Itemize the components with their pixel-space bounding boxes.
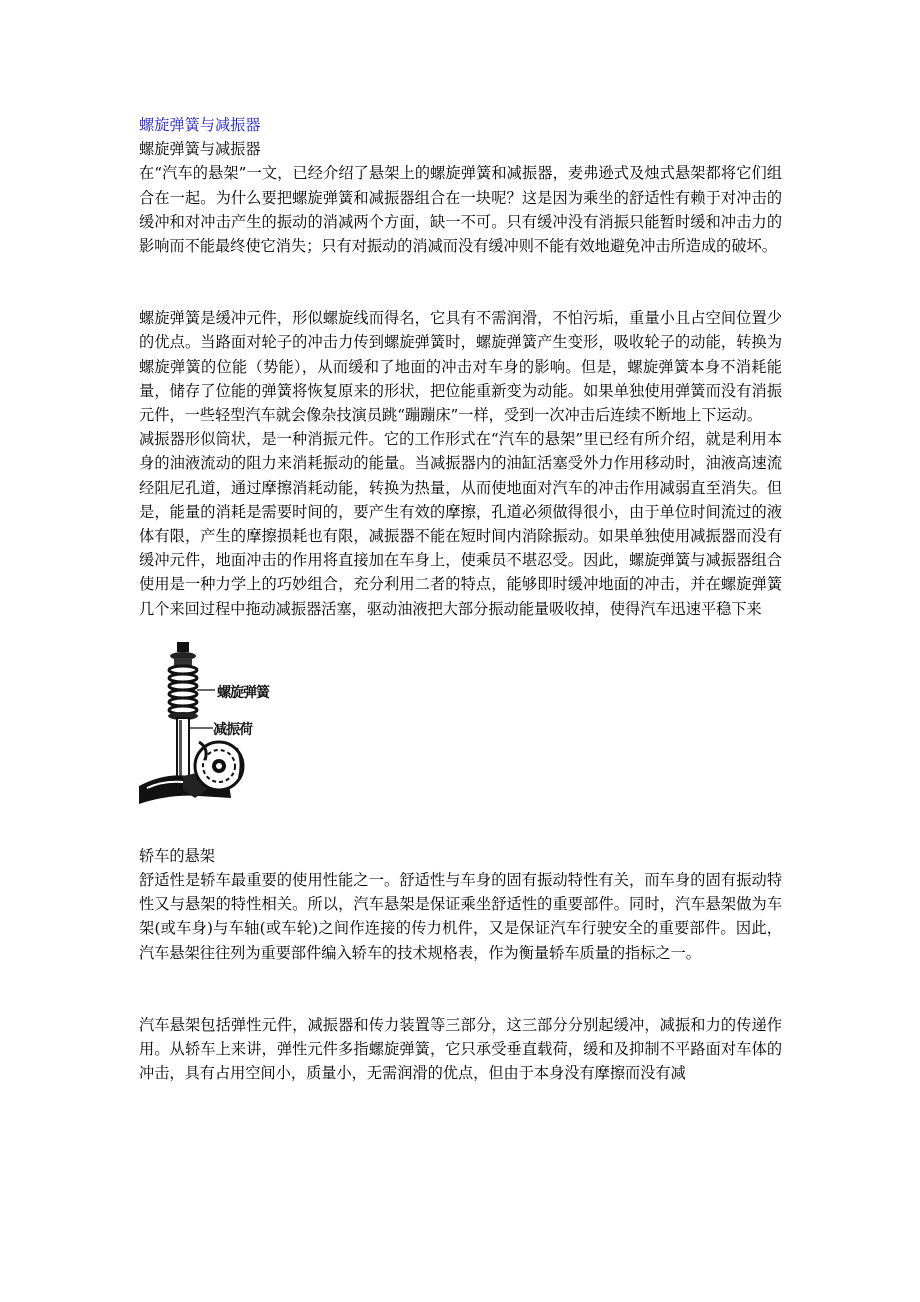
article-subtitle: 螺旋弹簧与减振器: [139, 140, 261, 159]
article-title-link[interactable]: 螺旋弹簧与减振器: [139, 116, 261, 134]
suspension-parts-paragraph: 汽车悬架包括弹性元件，减振器和传力装置等三部分，这三部分分别起缓冲，减振和力的传递作用。从轿车上来讲，弹性元件多指螺旋弹簧，它只承受垂直载荷，缓和及抑制不平路面对车体的冲击，具有占用空间小，质量小，无需润滑的优点，但由于本身没有摩擦而没有减: [139, 1015, 782, 1083]
comfort-paragraph: 舒适性是轿车最重要的使用性能之一。舒适性与车身的固有振动特性有关，而车身的固有振动特性又与悬架的特性相关。所以，汽车悬架是保证乘坐舒适性的重要部件。同时，汽车悬架做为车架(或车身)与车轴(或车轮)之间作连接的传力机件，又是保证汽车行驶安全的重要部件。因此，汽车悬架往往列为重要部件编入轿车的技术规格表，作为衡量轿车质量的指标之一。: [139, 871, 782, 962]
damper-paragraph: 减振器形似筒状，是一种消振元件。它的工作形式在“汽车的悬架”里已经有所介绍，就是利用本身的油液流动的阻力来消耗振动的能量。当减振器内的油缸活塞受外力作用移动时，油液高速流经阻尼孔道，通过摩擦消耗动能，转换为热量，从而使地面对汽车的冲击作用减弱直至消失。但是，能量的消耗是需要时间的，要产生有效的摩擦，孔道必须做得很小，由于单位时间流过的液体有限，产生的摩擦损耗也有限，减振器不能在短时间内消除振动。如果单独使用减振器而没有缓冲元件，地面冲击的作用将直接加在车身上，使乘员不堪忍受。因此，螺旋弹簧与减振器组合使用是一种力学上的巧妙组合，充分利用二者的特点，能够即时缓冲地面的冲击，并在螺旋弹簧几个来回过程中拖动减振器活塞，驱动油液把大部分振动能量吸收掉，使得汽车迅速平稳下来: [139, 430, 782, 618]
figure-label-damper: 减振荷: [213, 721, 252, 738]
suspension-figure: [139, 638, 289, 820]
document-page: [139, 113, 782, 1085]
intro-paragraph: 在“汽车的悬架”一文，已经介绍了悬架上的螺旋弹簧和减振器，麦弗逊式及烛式悬架都将它们组合在一起。为什么要把螺旋弹簧和减振器组合在一块呢？这是因为乘坐的舒适性有赖于对冲击的缓冲和对冲击产生的振动的消减两个方面，缺一不可。只有缓冲没有消振只能暂时缓和冲击力的影响而不能最终使它消失；只有对振动的消减而没有缓冲则不能有效地避免冲击所造成的破坏。: [139, 164, 782, 256]
paragraph-gap: [139, 258, 782, 306]
section-title: 轿车的悬架: [139, 846, 215, 865]
spring-paragraph: 螺旋弹簧是缓冲元件，形似螺旋线而得名，它具有不需润滑，不怕污垢，重量小且占空间位置少的优点。当路面对轮子的冲击力传到螺旋弹簧时，螺旋弹簧产生变形，吸收轮子的动能，转换为螺旋弹簧的位能（势能），从而缓和了地面的冲击对车身的影响。但是，螺旋弹簧本身不消耗能量，储存了位能的弹簧将恢复原来的形状，把位能重新变为动能。如果单独使用弹簧而没有消振元件，一些轻型汽车就会像杂技演员跳“蹦蹦床”一样，受到一次冲击后连续不断地上下运动。: [139, 309, 782, 425]
figure-label-spring: 螺旋弹簧: [217, 684, 269, 701]
paragraph-gap: [139, 965, 782, 1013]
